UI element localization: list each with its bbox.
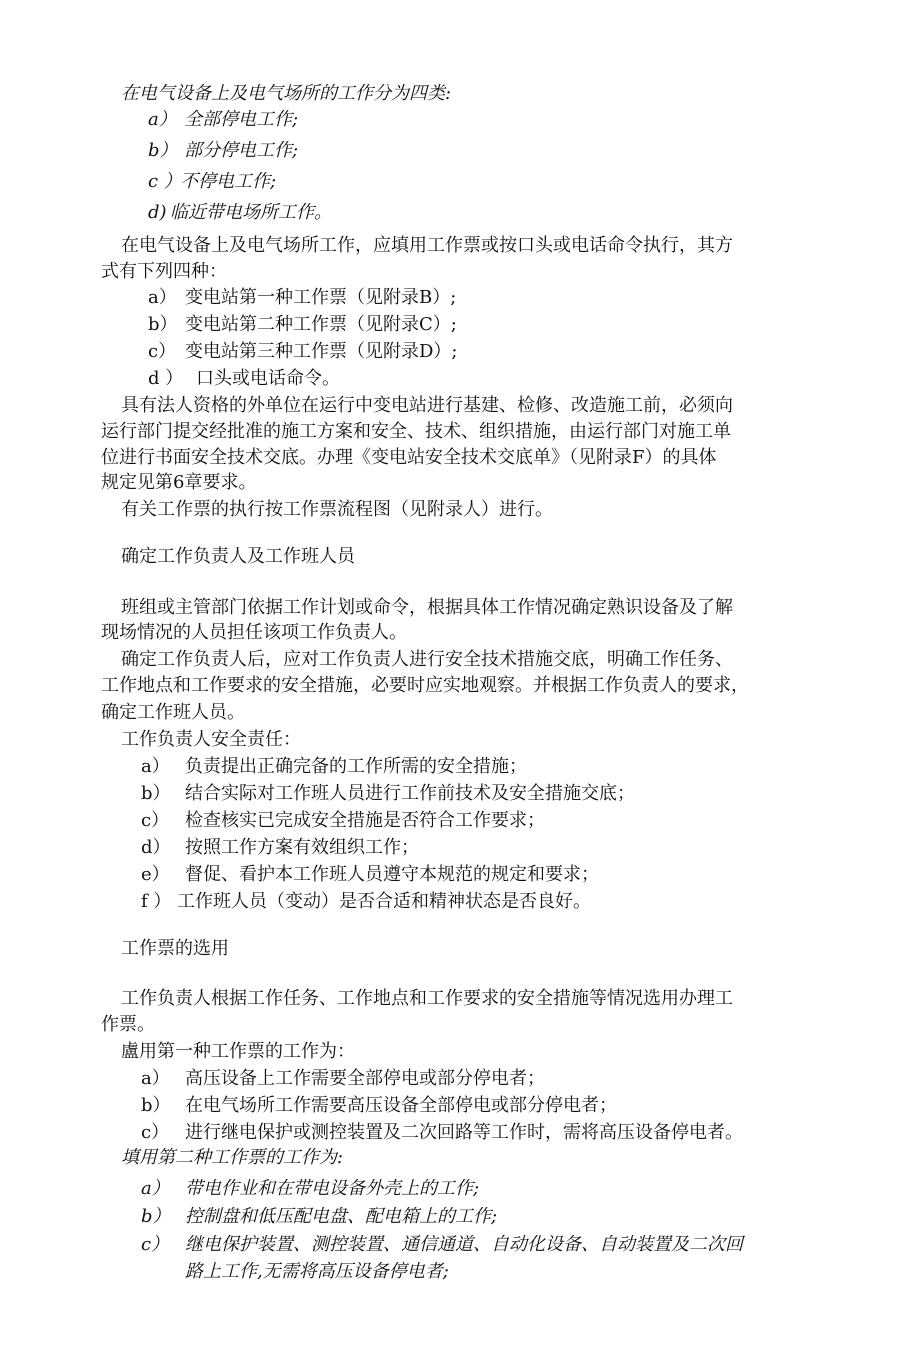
item-label: b） (148, 140, 178, 161)
list-item (148, 340, 458, 364)
item-text: 督促、看护本工作班人员遵守本规范的规定和要求； (185, 864, 599, 885)
item-label: c） (141, 1234, 170, 1255)
list-item (141, 1121, 743, 1145)
intro-heading: 在电气设备上及电气场所的工作分为四类: (121, 83, 452, 104)
list-item (141, 836, 419, 860)
list-item (148, 367, 340, 391)
item-text: 结合实际对工作班人员进行工作前技术及安全措施交底； (185, 783, 635, 804)
item-text: 按照工作方案有效组织工作； (185, 837, 419, 858)
item-label: b） (141, 1206, 171, 1227)
paragraph-line: 确定工作班人员。 (101, 702, 245, 723)
item-text: 带电作业和在带电设备外壳上的工作; (185, 1178, 480, 1199)
item-label: a） (141, 1068, 170, 1089)
item-label: e） (141, 864, 170, 885)
item-text: 工作班人员（变动）是否合适和精神状态是否良好。 (177, 891, 591, 912)
item-text: 全部停电工作; (184, 109, 299, 130)
item-text: 控制盘和低压配电盘、配电箱上的工作; (185, 1206, 498, 1227)
paragraph-line: 现场情况的人员担任该项工作负责人。 (101, 622, 407, 643)
item-text: 变电站第二种工作票（见附录C）; (185, 314, 457, 335)
list-item (141, 863, 599, 887)
item-label: f ） (141, 891, 172, 912)
item-label: a） (148, 287, 177, 308)
paragraph-line: 位进行书面安全技术交底。办理《变电站安全技术交底单》（见附录F）的具体 (101, 447, 717, 468)
list-item (141, 809, 545, 833)
paragraph-line: 运行部门提交经批准的施工方案和安全、技术、组织措施，由运行部门对施工单 (101, 421, 731, 442)
item-label: a） (148, 109, 177, 130)
item-label: c ） (148, 171, 182, 192)
item-text: 负责提出正确完备的工作所需的安全措施； (185, 756, 527, 777)
paragraph-line: 具有法人资格的外单位在运行中变电站进行基建、检修、改造施工前，必须向 (121, 395, 733, 416)
paragraph-line: 确定工作负责人后，应对工作负责人进行安全技术措施交底，明确工作任务、 (121, 649, 733, 670)
item-text: 高压设备上工作需要全部停电或部分停电者； (185, 1068, 545, 1089)
subsection-title: 工作负责人安全责任： (121, 729, 301, 750)
list-item (141, 1233, 743, 1257)
item-label: b） (141, 1095, 171, 1116)
paragraph-line: 式有下列四种： (101, 261, 227, 282)
list-item (141, 1094, 617, 1118)
item-text: 继电保护装置、测控装置、通信通道、自动化设备、自动装置及二次回 (185, 1234, 743, 1255)
list-item (141, 755, 527, 779)
list-item (148, 313, 457, 337)
list-item (141, 1067, 545, 1091)
item-label: a） (141, 756, 170, 777)
item-text: 进行继电保护或测控装置及二次回路等工作时，需将高压设备停电者。 (185, 1122, 743, 1143)
item-label: b） (148, 314, 178, 335)
paragraph-line: 作票。 (101, 1014, 155, 1035)
list-item (148, 201, 332, 225)
item-text: 变电站第三种工作票（见附录D）; (185, 341, 458, 362)
subsection-title: 填用第二种工作票的工作为: (121, 1147, 344, 1168)
list-item (141, 782, 635, 806)
item-label: d ） (148, 368, 184, 389)
item-label: d) (148, 202, 167, 223)
item-text: 口头或电话命令。 (196, 368, 340, 389)
paragraph-line: 规定见第6章要求。 (101, 472, 257, 493)
item-text: 部分停电工作; (184, 140, 299, 161)
item-label: a） (141, 1178, 170, 1199)
item-text: 临近带电场所工作。 (170, 202, 332, 223)
item-label: d） (141, 837, 171, 858)
list-item-continuation: 路上工作,无需将高压设备停电者; (185, 1261, 449, 1282)
paragraph-line: 工作地点和工作要求的安全措施，必要时应实地观察。并根据工作负责人的要求， (101, 675, 749, 696)
item-label: b） (141, 783, 171, 804)
list-item (141, 1177, 479, 1201)
item-text: 在电气场所工作需要高压设备全部停电或部分停电者； (185, 1095, 617, 1116)
paragraph-line: 有关工作票的执行按工作票流程图（见附录人）进行。 (121, 499, 553, 520)
list-item (148, 139, 298, 163)
list-item (141, 1205, 497, 1229)
item-text: 变电站第一种工作票（见附录B）; (185, 287, 457, 308)
item-text: 不停电工作; (180, 171, 277, 192)
item-label: c） (141, 1122, 170, 1143)
item-text: 检查核实已完成安全措施是否符合工作要求； (185, 810, 545, 831)
item-label: c） (141, 810, 170, 831)
list-item (148, 286, 456, 310)
list-item (141, 890, 591, 914)
paragraph-line: 在电气设备上及电气场所工作，应填用工作票或按口头或电话命令执行，其方 (121, 235, 733, 256)
paragraph-line: 班组或主管部门依据工作计划或命令，根据具体工作情况确定熟识设备及了解 (121, 597, 733, 618)
list-item (148, 170, 276, 194)
list-item (148, 108, 298, 132)
item-label: c） (148, 341, 177, 362)
paragraph-line: 工作负责人根据工作任务、工作地点和工作要求的安全措施等情况选用办理工 (121, 988, 733, 1009)
section-title: 工作票的选用 (121, 938, 229, 959)
subsection-title: 盧用第一种工作票的工作为： (121, 1041, 355, 1062)
section-title: 确定工作负责人及工作班人员 (121, 546, 355, 567)
